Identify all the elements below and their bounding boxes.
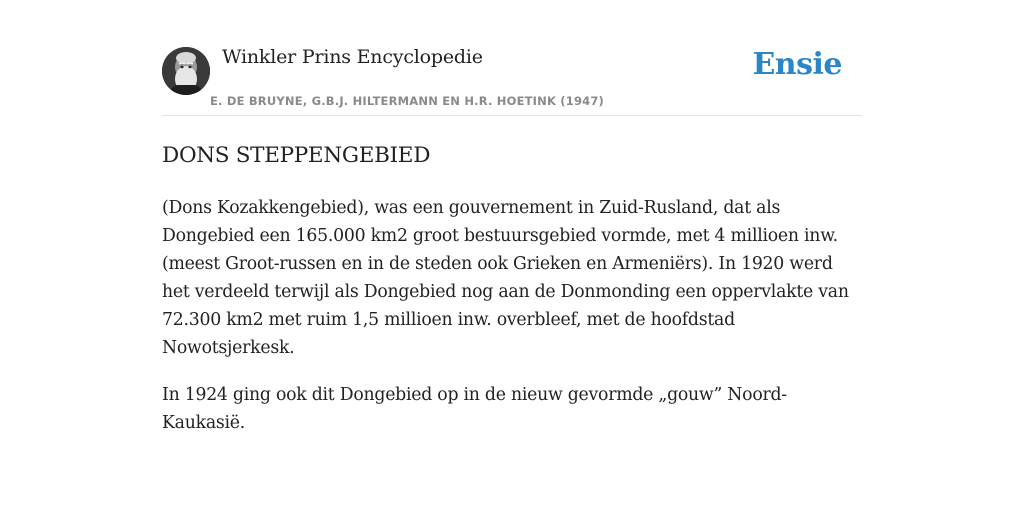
- publication-title[interactable]: Winkler Prins Encyclopedie: [222, 46, 483, 68]
- header: [162, 0, 862, 116]
- author-portrait-icon: [162, 47, 210, 95]
- ensie-logo[interactable]: Ensie: [752, 47, 842, 82]
- avatar[interactable]: [162, 47, 210, 95]
- entry-title: DONS STEPPENGEBIED: [162, 143, 431, 168]
- entry-paragraph: In 1924 ging ook dit Dongebied op in de nieuw gevormde „gouw” Noord-Kaukasië.: [162, 385, 787, 433]
- entry-paragraph: (Dons Kozakkengebied), was een gouvernement in Zuid-Rusland, dat als Dongebied een 165.000 km2 groot bestuursgebied vormde, met 4 millioen inw. (meest Groot-russen en in de steden ook Grieken en Armeniërs). In 1920 werd het verdeeld terwijl als Dongebied nog aan de Donmonding een oppervlakte van 72.300 km2 met ruim 1,5 millioen inw. overbleef, met de hoofdstad Nowotsjerkesk.: [162, 198, 849, 358]
- page: [162, 0, 862, 437]
- authors-line: E. DE BRUYNE, G.B.J. HILTERMANN EN H.R. HOETINK (1947): [210, 94, 605, 108]
